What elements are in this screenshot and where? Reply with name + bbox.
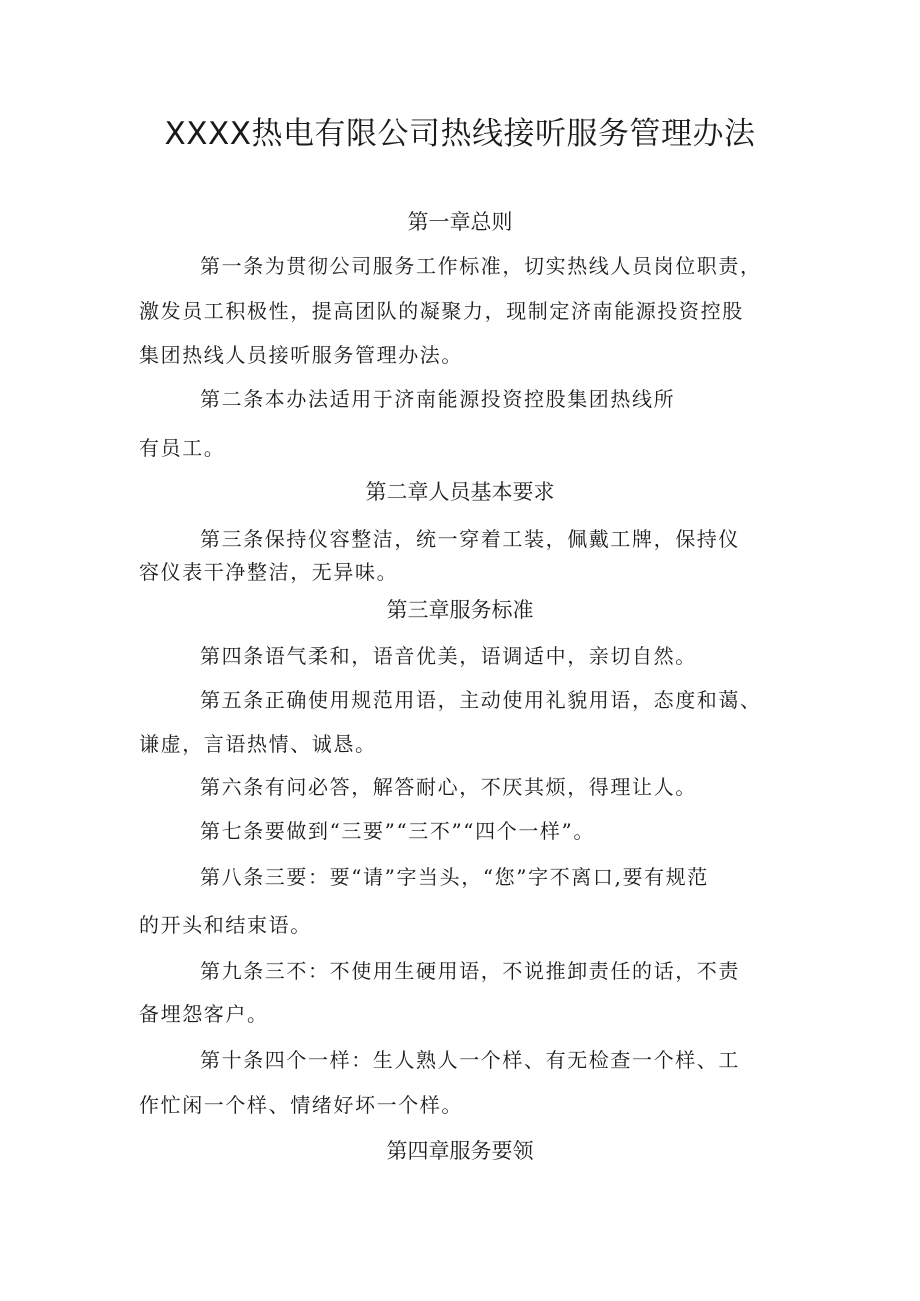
- article-8-line-2: 的开头和结束语。: [139, 913, 312, 937]
- chapter-heading-4: 第四章服务要领: [386, 1139, 534, 1163]
- document-title: XXXX热电有限公司热线接听服务管理办法: [164, 116, 756, 152]
- article-1-line-2: 激发员工积极性，提高团队的凝聚力，现制定济南能源投资控股: [139, 299, 744, 323]
- article-3-line-2: 容仪表干净整洁，无异味。: [139, 560, 399, 584]
- article-1-line-3: 集团热线人员接听服务管理办法。: [139, 343, 463, 367]
- article-9-line-2: 备埋怨客户。: [139, 1002, 269, 1026]
- article-5-line-2: 谦虚，言语热情、诚恳。: [139, 732, 377, 756]
- article-9-line-1: 第九条三不：不使用生硬用语，不说推卸责任的话，不责: [200, 959, 740, 983]
- article-2-line-2: 有员工。: [139, 436, 226, 460]
- article-10-line-1: 第十条四个一样：生人熟人一个样、有无检查一个样、工: [200, 1048, 740, 1072]
- article-1-line-1: 第一条为贯彻公司服务工作标准，切实热线人员岗位职责，: [200, 254, 762, 278]
- chapter-heading-2: 第二章人员基本要求: [365, 480, 555, 504]
- article-7-line-1: 第七条要做到“三要”“三不”“四个一样”。: [200, 819, 595, 843]
- article-5-line-1: 第五条正确使用规范用语，主动使用礼貌用语，态度和蔼、: [200, 688, 762, 712]
- article-10-line-2: 作忙闲一个样、情绪好坏一个样。: [139, 1093, 463, 1117]
- article-6-line-1: 第六条有问必答，解答耐心，不厌其烦，得理让人。: [200, 775, 697, 799]
- chapter-heading-1: 第一章总则: [407, 210, 513, 234]
- article-8-line-1: 第八条三要：要“请”字当头，“您”字不离口,要有规范: [200, 865, 709, 889]
- chapter-heading-3: 第三章服务标准: [386, 598, 534, 622]
- article-2-line-1: 第二条本办法适用于济南能源投资控股集团热线所: [200, 387, 676, 411]
- article-4-line-1: 第四条语气柔和，语音优美，语调适中，亲切自然。: [200, 644, 697, 668]
- article-3-line-1: 第三条保持仪容整洁，统一穿着工装，佩戴工牌，保持仪: [200, 527, 740, 551]
